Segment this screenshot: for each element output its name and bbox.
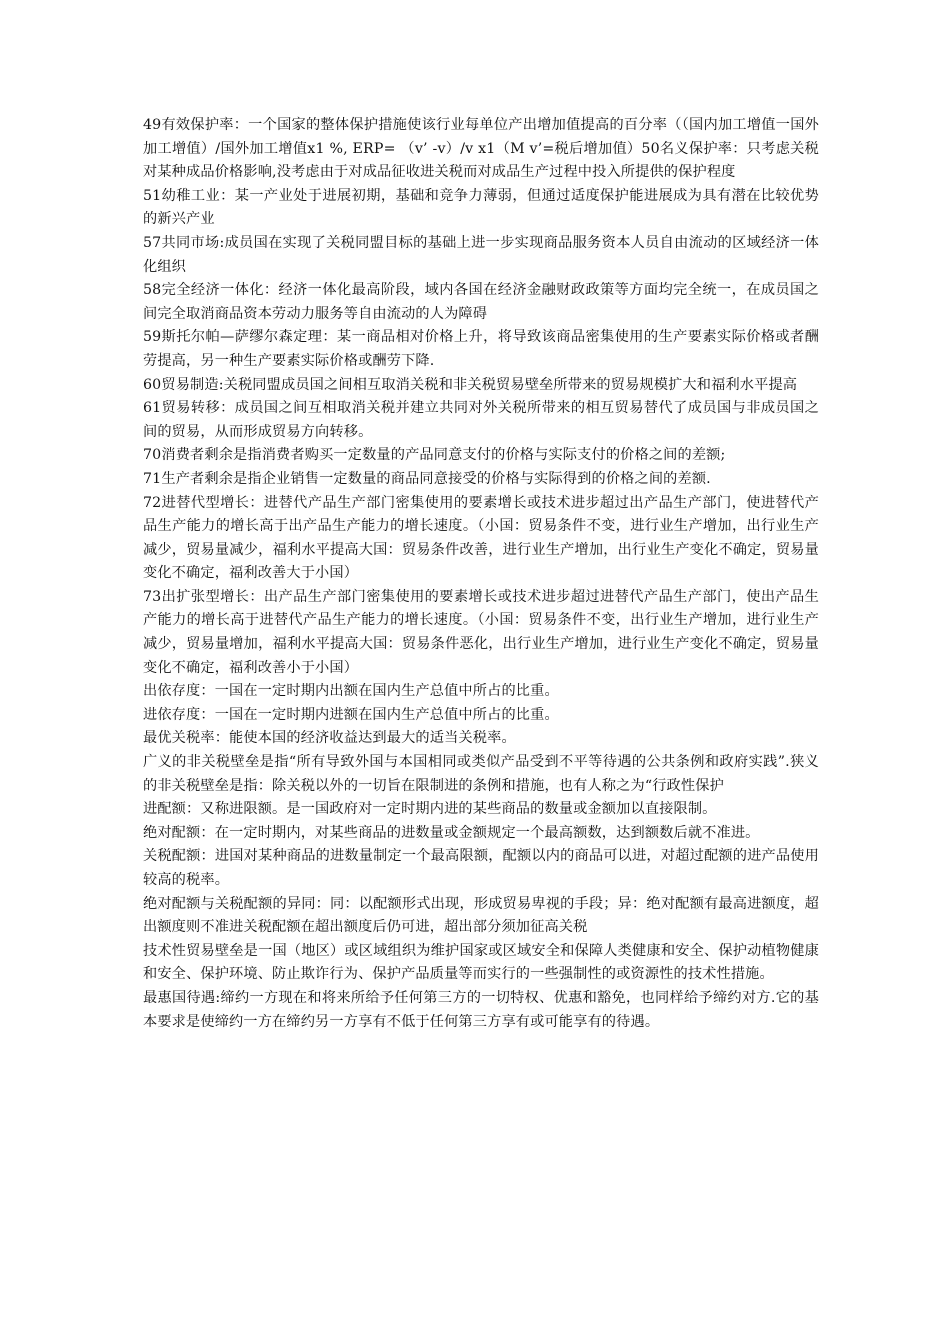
paragraph-export-dependence: 出依存度：一国在一定时期内出额在国内生产总值中所占的比重。 [143,683,559,700]
paragraph-trade-creation: 60贸易制造:关税同盟成员国之间相互取消关税和非关税贸易壁垒所带来的贸易规模扩大和福利水平提高 [143,376,798,393]
paragraph-optimal-tariff: 最优关税率：能使本国的经济收益达到最大的适当关税率。 [143,730,516,747]
paragraph-import-substitution-growth: 72进替代型增长：进替代产品生产部门密集使用的要素增长或技术进步超过出产品生产部门，使进替代产品生产能力的增长高于出产品生产能力的增长速度。（小国：贸易条件不变，进行业生产增加，出行业生产减少，贸易量减少，福利水平提高大国：贸易条件改善，进行业生产增加，出行业生产变化不确定，贸易量变化不确定，福利改善大于小国） [143,494,819,582]
paragraph-absolute-quota: 绝对配额：在一定时期内，对某些商品的进数量或金额规定一个最高额数，达到额数后就不准进。 [143,824,760,841]
paragraph-export-expansion-growth: 73出扩张型增长：出产品生产部门密集使用的要素增长或技术进步超过进替代产品生产部门，使出产品生产能力的增长高于进替代产品生产能力的增长速度。（小国：贸易条件不变，出行业生产增加，进行业生产减少，贸易量增加，福利水平提高大国：贸易条件恶化，出行业生产增加，进行业生产变化不确定，贸易量变化不确定，福利改善小于小国） [143,588,819,676]
paragraph-consumer-surplus: 70消费者剩余是指消费者购买一定数量的产品同意支付的价格与实际支付的价格之间的差额; [143,447,726,464]
paragraph-import-quota: 进配额：又称进限额。是一国政府对一定时期内进的某些商品的数量或金额加以直接限制。 [143,801,717,818]
paragraph-trade-diversion: 61贸易转移：成员国之间互相取消关税并建立共同对外关税所带来的相互贸易替代了成员国与非成员国之间的贸易，从而形成贸易方向转移。 [143,400,819,440]
paragraph-producer-surplus: 71生产者剩余是指企业销售一定数量的商品同意接受的价格与实际得到的价格之间的差额. [143,470,711,487]
document-body [143,114,819,1034]
paragraph-stolper-samuelson: 59斯托尔帕—萨缪尔森定理：某一商品相对价格上升，将导致该商品密集使用的生产要素实际价格或者酬劳提高，另一种生产要素实际价格或酬劳下降. [143,329,819,369]
paragraph-most-favored-nation: 最惠国待遇:缔约一方现在和将来所给予任何第三方的一切特权、优惠和豁免，也同样给予缔约对方.它的基本要求是使缔约一方在缔约另一方享有不低于任何第三方享有或可能享有的待遇。 [143,989,819,1030]
paragraph-tariff-quota: 关税配额：进国对某种商品的进数量制定一个最高限额，配额以内的商品可以进，对超过配额的进产品使用较高的税率。 [143,848,819,888]
paragraph-common-market: 57共同市场:成员国在实现了关税同盟目标的基础上进一步实现商品服务资本人员自由流动的区域经济一体化组织 [143,234,819,275]
paragraph-quota-comparison: 绝对配额与关税配额的异同：同：以配额形式出现，形成贸易卑视的手段；异：绝对配额有最高进额度，超出额度则不准进关税配额在超出额度后仍可进，超出部分须加征高关税 [143,895,819,936]
paragraph-effective-protection-rate: 49有效保护率：一个国家的整体保护措施使该行业每单位产出增加值提高的百分率（（国内加工增值一国外加工增值）/国外加工增值x1 %, ERP= （v’ -v）/v x1（M v’=税后增加值）50名义保护率：只考虑关税对某种成品价格影响,没考虑由于对成品征收进关税而对成品生产过程中投入所提供的保护程度 [143,117,819,181]
paragraph-infant-industry: 51幼稚工业：某一产业处于进展初期，基础和竞争力薄弱，但通过适度保护能进展成为具有潜在比较优势的新兴产业 [143,187,819,228]
paragraph-complete-economic-integration: 58完全经济一体化：经济一体化最高阶段，域内各国在经济金融财政政策等方面均完全统一，在成员国之间完全取消商品资本劳动力服务等自由流动的人为障碍 [143,282,819,322]
paragraph-non-tariff-barriers: 广义的非关税壁垒是指“所有导致外国与本国相同或类似产品受到不平等待遇的公共条例和政府实践”.狭义的非关税壁垒是指：除关税以外的一切旨在限制进的条例和措施，也有人称之为“行政性保护 [143,754,819,794]
paragraph-technical-barriers: 技术性贸易壁垒是一国（地区）或区域组织为维护国家或区域安全和保障人类健康和安全、保护动植物健康和安全、保护环境、防止欺诈行为、保护产品质量等而实行的一些强制性的或资源性的技术性措施。 [143,942,819,983]
paragraph-import-dependence: 进依存度：一国在一定时期内进额在国内生产总值中所占的比重。 [143,706,559,723]
